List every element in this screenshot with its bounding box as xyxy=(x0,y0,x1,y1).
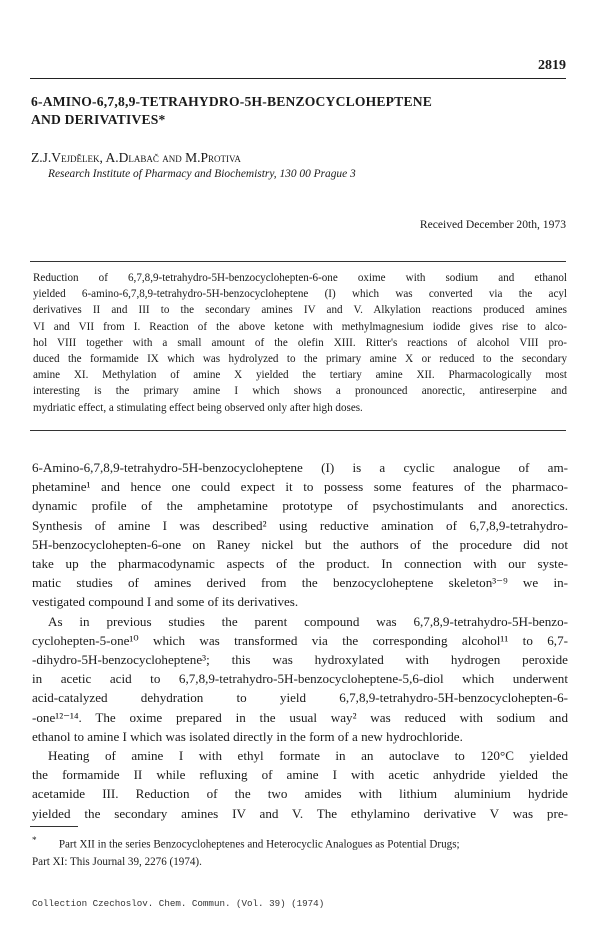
body-line: dynamic profile of the amphetamine prototype of psychostimulants and anorectics. xyxy=(32,498,568,514)
abstract-line: Reduction of 6,7,8,9-tetrahydro-5H-benzocyclohepten-6-one oxime with sodium and ethanol xyxy=(33,272,567,284)
body-line: vestigated compound I and some of its derivatives. xyxy=(32,594,299,610)
page-number: 2819 xyxy=(538,58,566,73)
body-text xyxy=(32,458,568,823)
title-line-2: AND DERIVATIVES* xyxy=(31,112,166,127)
body-line: in acetic acid to 6,7,8,9-tetrahydro-5H-benzocycloheptene-5,6-diol which underwent xyxy=(32,671,568,687)
abstract-line: mydriatic effect, a stimulating effect being observed only after high doses. xyxy=(33,401,363,414)
title-line-1: 6-AMINO-6,7,8,9-TETRAHYDRO-5H-BENZOCYCLOHEPTENE xyxy=(31,94,432,109)
footnote-rule xyxy=(30,826,78,827)
body-line: Heating of amine I with ethyl formate in an autoclave to 120°C yielded xyxy=(48,748,568,764)
footnote-text-1: Part XII in the series Benzocycloheptenes and Heterocyclic Analogues as Potential Drugs; xyxy=(58,838,460,851)
body-line: cyclohepten-5-one¹⁰ which was transformed via the corresponding alcohol¹¹ to 6,7- xyxy=(32,632,568,648)
body-line: acetamide III. Reduction of the two amides with lithium aluminium hydride xyxy=(32,786,568,802)
body-line: As in previous studies the parent compound was 6,7,8,9-tetrahydro-5H-benzo- xyxy=(48,613,568,629)
abstract-rule-top xyxy=(30,261,566,262)
footnote-line-1 xyxy=(32,833,568,854)
body-line: the formamide II while refluxing of amine I with acetic anhydride yielded the xyxy=(32,767,568,783)
abstract-line: duced the formamide IX which was hydrolyzed to the primary amine X or reduced to the secondary xyxy=(33,353,567,366)
body-line: -dihydro-5H-benzocycloheptene³; this was hydroxylated with hydrogen peroxide xyxy=(32,652,568,668)
body-line: 5H-benzocyclohepten-6-one on Raney nickel but the authors of the procedure did not xyxy=(32,536,568,552)
abstract-line: VI and VII from I. Reaction of the above ketone with methylmagnesium iodide gives rise to alco- xyxy=(33,320,567,333)
footnote-line-2: Part XI: This Journal 39, 2276 (1974). xyxy=(32,855,202,868)
body-line: take up the pharmacodynamic aspects of the product. In connection with our syste- xyxy=(32,556,568,572)
body-line: Synthesis of amine I was described² using reductive amination of 6,7,8,9-tetrahydro- xyxy=(32,517,568,533)
body-line: ethanol to amine I which was isolated directly in the form of a new hydrochloride. xyxy=(32,728,463,744)
body-line: 6-Amino-6,7,8,9-tetrahydro-5H-benzocycloheptene (I) is a cyclic analogue of am- xyxy=(32,460,568,475)
footnote xyxy=(32,833,568,871)
body-line: phetamine¹ and hence one could expect it to possess some features of the pharmaco- xyxy=(32,479,568,495)
authors: Z.J.Vejdělek, A.Dlabač and M.Protiva xyxy=(31,150,241,165)
body-line: yielded the secondary amines IV and V. The ethylamino derivative V was pre- xyxy=(32,805,568,821)
journal-citation: Collection Czechoslov. Chem. Commun. (Vol. 39) (1974) xyxy=(32,898,325,909)
footnote-marker: * xyxy=(32,836,37,846)
abstract-line: amine XI. Methylation of amine X yielded the tertiary amine XII. Pharmacologically most xyxy=(33,369,567,382)
abstract-line: hol VIII together with a small amount of the olefin XIII. Ritter's reactions of alcohol VIII pro- xyxy=(33,336,567,349)
header-rule xyxy=(30,78,566,79)
abstract xyxy=(33,270,567,416)
abstract-line: interesting is the primary amine I which shows a pronounced anorectic, antireserpine and xyxy=(33,385,567,398)
abstract-line: derivatives II and III to the secondary amines IV and V. Alkylation reactions produced amines xyxy=(33,304,567,317)
body-line: -one¹²⁻¹⁴. The oxime prepared in the usual way² was reduced with sodium and xyxy=(32,709,568,725)
body-line: matic studies of amines derived from the benzocycloheptene skeleton³⁻⁹ we in- xyxy=(32,575,568,591)
institute: Research Institute of Pharmacy and Biochemistry, 130 00 Prague 3 xyxy=(48,168,356,180)
body-line: acid-catalyzed dehydration to yield 6,7,8,9-tetrahydro-5H-benzocyclohepten-6- xyxy=(32,690,568,706)
received-date: Received December 20th, 1973 xyxy=(419,218,566,231)
abstract-line: yielded 6-amino-6,7,8,9-tetrahydro-5H-benzocycloheptene (I) which was converted via the acyl xyxy=(33,288,567,301)
abstract-rule-bottom xyxy=(30,430,566,431)
article-title xyxy=(31,93,571,129)
